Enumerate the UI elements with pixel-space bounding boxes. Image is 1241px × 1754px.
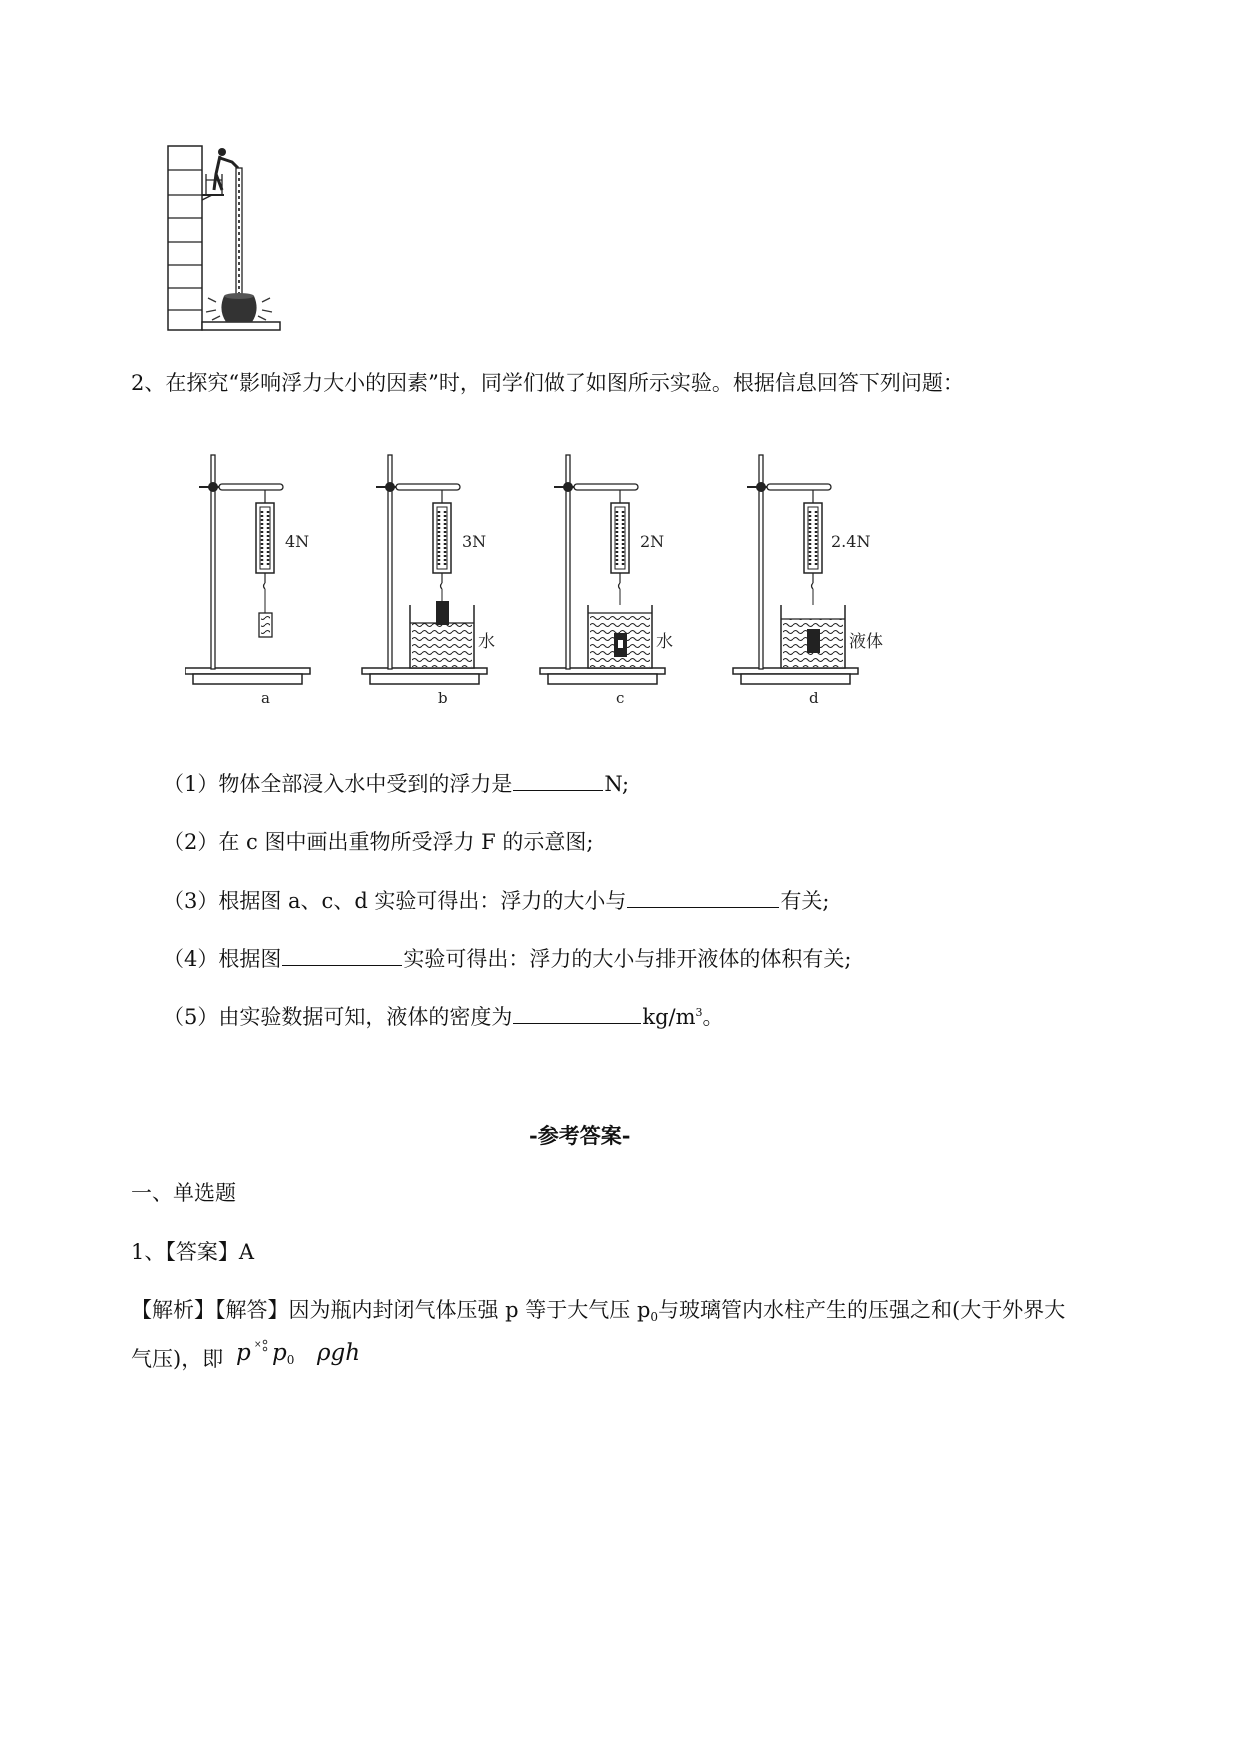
caption-c: c	[616, 689, 625, 707]
q1-answer: 1、【答案】A	[131, 1240, 255, 1264]
formula-garbled-operator	[253, 1338, 273, 1356]
analysis-line-2	[131, 1343, 223, 1373]
sub-question-2-text: （2）在 c 图中画出重物所受浮力 F 的示意图;	[163, 830, 594, 854]
reading-c: 2N	[640, 532, 665, 551]
sub-question-4	[163, 943, 851, 973]
answer-blank-5[interactable]	[513, 1022, 641, 1024]
formula-p: p	[236, 1340, 251, 1366]
sub-question-3	[163, 885, 830, 915]
caption-d: d	[809, 689, 819, 707]
analysis-subscript: 0	[650, 1310, 659, 1324]
caption-b: b	[438, 689, 448, 707]
unit-superscript: 3	[695, 1006, 703, 1019]
answer-blank-1[interactable]	[513, 789, 603, 791]
panel-a	[185, 455, 310, 707]
sub-question-3-text: （3）根据图 a、c、d 实验可得出：浮力的大小与	[163, 889, 627, 913]
sub-question-4-tail: 实验可得出：浮力的大小与排开液体的体积有关;	[403, 947, 852, 971]
buoyancy-experiment-figure	[185, 425, 905, 715]
sub-question-1	[163, 768, 629, 798]
sub-question-3-tail: 有关;	[780, 889, 830, 913]
sub-question-5	[163, 1001, 724, 1031]
reading-b: 3N	[462, 532, 487, 551]
sub-question-1-text: （1）物体全部浸入水中受到的浮力是	[163, 772, 513, 796]
barrel-experiment-illustration	[160, 140, 290, 340]
answer-blank-3[interactable]	[627, 906, 779, 908]
formula-rhogh: ρgh	[317, 1340, 361, 1366]
answers-title: -参考答案-	[529, 1123, 631, 1148]
analysis-text-b: 与玻璃管内水柱产生的压强之和(大于外界大	[658, 1298, 1066, 1322]
analysis-line-2-text: 气压)，即	[131, 1347, 224, 1371]
sub-question-5-unit: kg/m	[642, 1005, 696, 1029]
sub-question-4-text: （4）根据图	[163, 947, 282, 971]
liquid-b: 水	[478, 632, 495, 652]
analysis-text-a: 【解析】【解答】因为瓶内封闭气体压强 p 等于大气压 p	[131, 1298, 651, 1322]
reading-d: 2.4N	[831, 532, 871, 551]
sub-question-1-unit: N;	[604, 772, 630, 796]
sub-question-2	[163, 826, 593, 856]
sub-question-5-end: 。	[702, 1005, 724, 1029]
answer-blank-4[interactable]	[282, 964, 402, 966]
liquid-d: 液体	[849, 632, 883, 652]
reading-a: 4N	[285, 532, 310, 551]
panel-b	[362, 455, 495, 707]
svg-text:×: ×	[254, 1340, 262, 1350]
panel-d	[733, 455, 883, 707]
section-heading: 一、单选题	[131, 1181, 236, 1205]
panel-c	[540, 455, 673, 707]
liquid-c: 水	[656, 632, 673, 652]
analysis-line-1	[131, 1294, 1065, 1324]
sub-question-5-text: （5）由实验数据可知，液体的密度为	[163, 1005, 513, 1029]
formula-p0: p0	[272, 1340, 295, 1367]
question-stem: 2、在探究“影响浮力大小的因素”时，同学们做了如图所示实验。根据信息回答下列问题：	[131, 371, 964, 395]
caption-a: a	[261, 689, 270, 707]
